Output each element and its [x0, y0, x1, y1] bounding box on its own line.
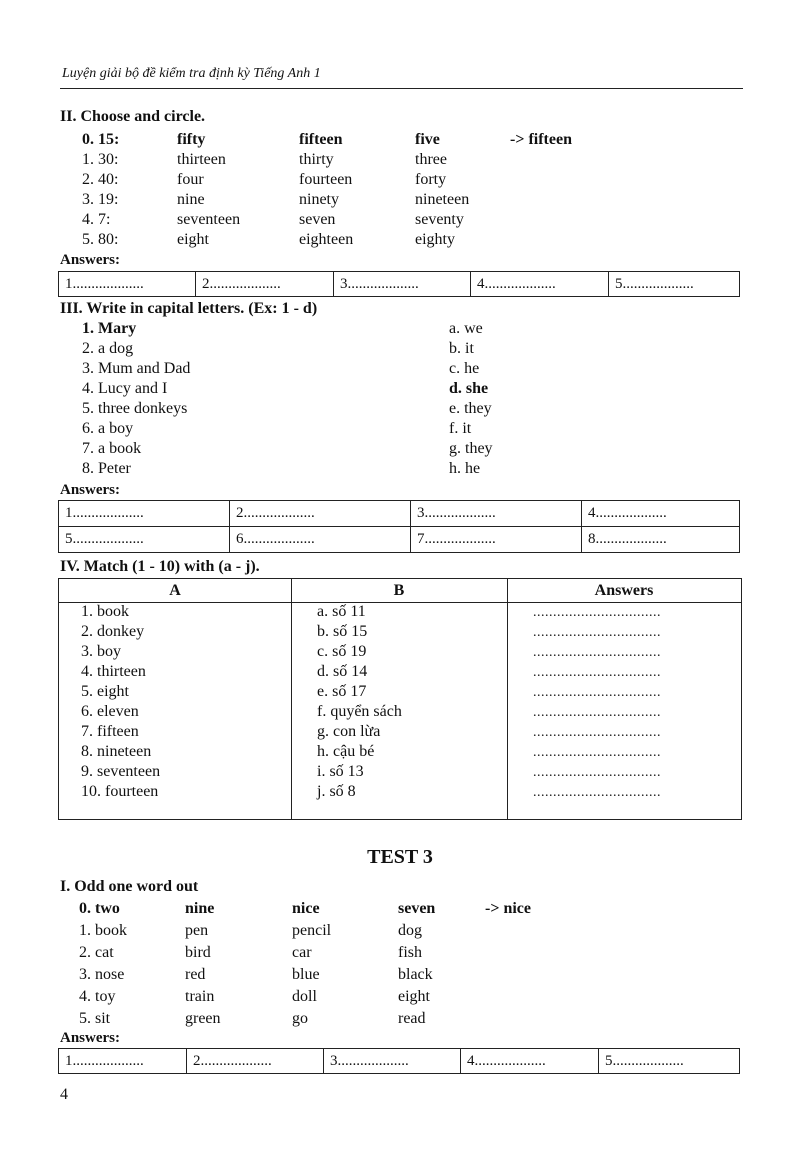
pronoun-item: h. he	[449, 460, 481, 477]
choice-b: fifteen	[299, 131, 343, 148]
answer-cell[interactable]: 8...................	[582, 527, 740, 553]
answer-cell[interactable]: 2...................	[196, 272, 334, 297]
subject-item: 2. a dog	[82, 340, 134, 357]
answer-dots[interactable]: ................................	[533, 725, 661, 740]
answer-dots[interactable]: ................................	[533, 705, 661, 720]
odd-word-a: 2. cat	[79, 944, 114, 961]
section-2-title: II. Choose and circle.	[60, 108, 206, 125]
subject-item: 4. Lucy and I	[82, 380, 168, 397]
choice-b: fourteen	[299, 171, 353, 188]
subject-item: 5. three donkeys	[82, 400, 188, 417]
choice-b: seven	[299, 211, 336, 228]
match-b-item: i. số 13	[317, 763, 364, 780]
choice-num: 0. 15:	[82, 131, 120, 148]
subject-item: 6. a boy	[82, 420, 134, 437]
answer-cell[interactable]: 2...................	[187, 1049, 324, 1074]
choice-a: fifty	[177, 131, 206, 148]
odd-word-c: blue	[292, 966, 320, 983]
choice-c: eighty	[415, 231, 455, 248]
pronoun-item: a. we	[449, 320, 483, 337]
odd-word-c: pencil	[292, 922, 332, 939]
choice-c: forty	[415, 171, 447, 188]
test-3-answer-table	[58, 1048, 740, 1074]
choice-b: ninety	[299, 191, 339, 208]
choice-a: four	[177, 171, 204, 188]
match-a-item: 7. fifteen	[81, 723, 139, 740]
odd-word-c: nice	[292, 900, 320, 917]
match-a-item: 10. fourteen	[81, 783, 159, 800]
answer-dots[interactable]: ................................	[533, 745, 661, 760]
choice-num: 2. 40:	[82, 171, 119, 188]
pronoun-item: b. it	[449, 340, 474, 357]
running-header: Luyện giải bộ đề kiểm tra định kỳ Tiếng Anh 1	[62, 66, 321, 81]
odd-word-c: car	[292, 944, 312, 961]
match-b-item: c. số 19	[317, 643, 367, 660]
answer-cell[interactable]: 4...................	[461, 1049, 599, 1074]
odd-word-a: 3. nose	[79, 966, 125, 983]
choice-c: five	[415, 131, 440, 148]
section-3-answer-table	[58, 500, 740, 553]
column-answers-header: Answers	[507, 579, 741, 603]
answer-dots[interactable]: ................................	[533, 685, 661, 700]
match-b-item: h. cậu bé	[317, 743, 375, 760]
choice-num: 4. 7:	[82, 211, 111, 228]
choice-ans: -> fifteen	[510, 131, 572, 148]
section-3-title: III. Write in capital letters. (Ex: 1 - d)	[60, 300, 318, 317]
subject-item: 1. Mary	[82, 320, 137, 337]
odd-word-d: fish	[398, 944, 422, 961]
match-a-item: 3. boy	[81, 643, 121, 660]
choice-a: nine	[177, 191, 205, 208]
odd-word-b: green	[185, 1010, 221, 1027]
subject-item: 8. Peter	[82, 460, 131, 477]
match-a-item: 6. eleven	[81, 703, 139, 720]
choice-num: 5. 80:	[82, 231, 119, 248]
choice-c: three	[415, 151, 447, 168]
odd-word-d: eight	[398, 988, 430, 1005]
pronoun-item: f. it	[449, 420, 472, 437]
answer-cell[interactable]: 7...................	[411, 527, 582, 553]
column-answers	[507, 579, 741, 819]
odd-word-a: 4. toy	[79, 988, 116, 1005]
choice-b: thirty	[299, 151, 334, 168]
odd-word-c: doll	[292, 988, 317, 1005]
answer-cell[interactable]: 5...................	[59, 527, 230, 553]
answer-dots[interactable]: ................................	[533, 605, 661, 620]
answer-cell[interactable]: 5...................	[599, 1049, 740, 1074]
answer-cell[interactable]: 5...................	[609, 272, 740, 297]
odd-word-b: nine	[185, 900, 215, 917]
choice-c: nineteen	[415, 191, 470, 208]
choice-a: eight	[177, 231, 209, 248]
match-b-item: g. con lừa	[317, 723, 381, 740]
answer-cell[interactable]: 3...................	[324, 1049, 461, 1074]
odd-word-d: dog	[398, 922, 422, 939]
choice-a: thirteen	[177, 151, 226, 168]
answer-cell[interactable]: 6...................	[230, 527, 411, 553]
answer-dots[interactable]: ................................	[533, 645, 661, 660]
match-b-item: a. số 11	[317, 603, 366, 620]
odd-word-ans: -> nice	[485, 900, 531, 917]
choice-b: eighteen	[299, 231, 354, 248]
pronoun-item: c. he	[449, 360, 480, 377]
column-a-header: A	[59, 579, 291, 603]
odd-word-a: 0. two	[79, 900, 120, 917]
answer-dots[interactable]: ................................	[533, 625, 661, 640]
odd-word-d: read	[398, 1010, 426, 1027]
test-3-title: TEST 3	[367, 846, 433, 868]
match-b-item: b. số 15	[317, 623, 368, 640]
page-number: 4	[60, 1086, 68, 1103]
match-a-item: 5. eight	[81, 683, 129, 700]
choice-a: seventeen	[177, 211, 241, 228]
match-b-item: e. số 17	[317, 683, 367, 700]
match-a-item: 8. nineteen	[81, 743, 152, 760]
pronoun-item: d. she	[449, 380, 489, 397]
choice-c: seventy	[415, 211, 464, 228]
section-2-answers-label: Answers:	[60, 252, 120, 268]
pronoun-item: e. they	[449, 400, 492, 417]
answer-cell[interactable]: 1...................	[59, 501, 230, 527]
subject-item: 7. a book	[82, 440, 142, 457]
answer-cell[interactable]: 1...................	[59, 1049, 187, 1074]
column-a	[59, 579, 292, 819]
answer-cell[interactable]: 1...................	[59, 272, 196, 297]
answer-dots[interactable]: ................................	[533, 785, 661, 800]
match-b-item: f. quyển sách	[317, 703, 402, 720]
test-3-answers-label: Answers:	[60, 1030, 120, 1046]
answer-dots[interactable]: ................................	[533, 665, 661, 680]
odd-word-b: bird	[185, 944, 211, 961]
section-3-answers-label: Answers:	[60, 482, 120, 498]
match-a-item: 4. thirteen	[81, 663, 146, 680]
answer-cell[interactable]: 2...................	[230, 501, 411, 527]
answer-cell[interactable]: 4...................	[582, 501, 740, 527]
section-4-title: IV. Match (1 - 10) with (a - j).	[60, 558, 260, 575]
odd-word-a: 1. book	[79, 922, 127, 939]
answer-dots[interactable]: ................................	[533, 765, 661, 780]
choice-num: 3. 19:	[82, 191, 119, 208]
answer-cell[interactable]: 4...................	[471, 272, 609, 297]
column-b	[291, 579, 508, 819]
column-b-header: B	[291, 579, 507, 603]
odd-word-d: black	[398, 966, 433, 983]
test-3-section-1-title: I. Odd one word out	[60, 878, 199, 895]
subject-item: 3. Mum and Dad	[82, 360, 191, 377]
match-a-item: 1. book	[81, 603, 129, 620]
match-a-item: 2. donkey	[81, 623, 145, 640]
answer-cell[interactable]: 3...................	[411, 501, 582, 527]
odd-word-d: seven	[398, 900, 436, 917]
pronoun-item: g. they	[449, 440, 493, 457]
match-b-item: d. số 14	[317, 663, 368, 680]
odd-word-b: pen	[185, 922, 209, 939]
match-table	[58, 578, 742, 820]
match-a-item: 9. seventeen	[81, 763, 161, 780]
odd-word-c: go	[292, 1010, 308, 1027]
answer-cell[interactable]: 3...................	[334, 272, 471, 297]
odd-word-b: train	[185, 988, 215, 1005]
section-2-answer-table	[58, 271, 740, 297]
choice-num: 1. 30:	[82, 151, 119, 168]
match-b-item: j. số 8	[317, 783, 356, 800]
odd-word-a: 5. sit	[79, 1010, 111, 1027]
header-rule	[60, 88, 743, 89]
odd-word-b: red	[185, 966, 206, 983]
